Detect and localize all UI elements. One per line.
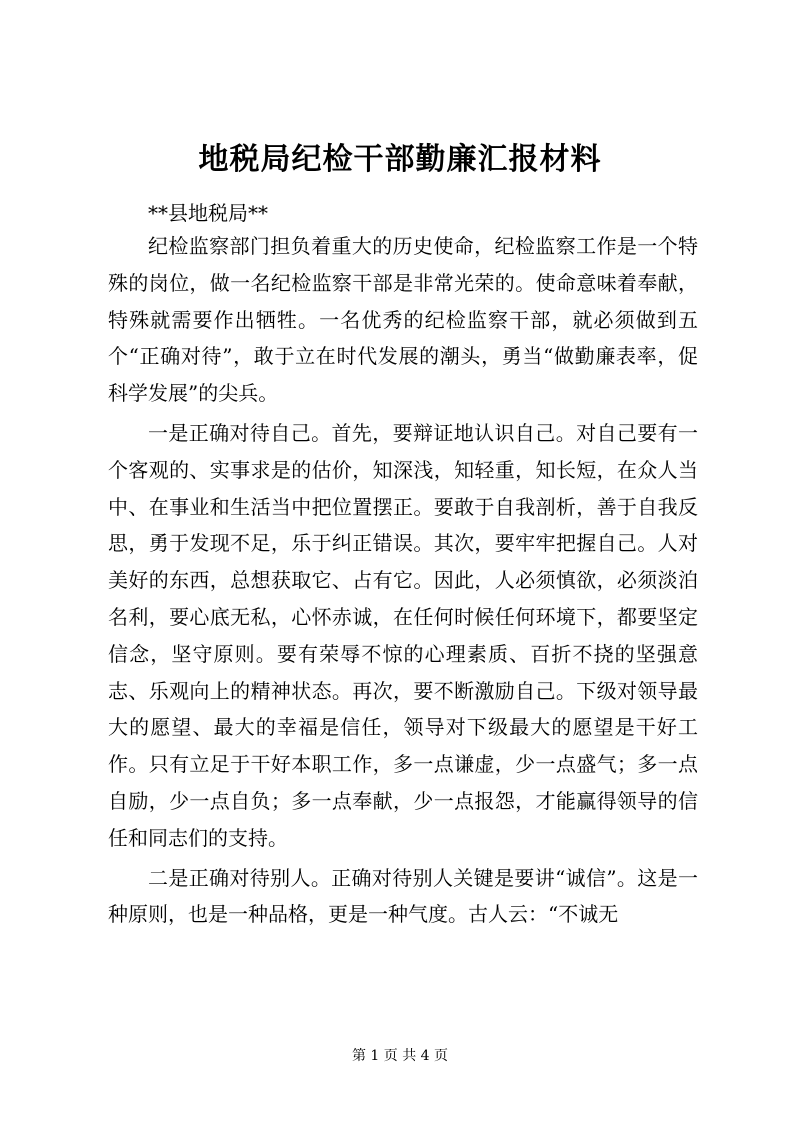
paragraph-2: 一是正确对待自己。首先，要辩证地认识自己。对自己要有一个客观的、实事求是的估价，知深浅，知轻重，知长短，在众人当中、在事业和生活当中把位置摆正。要敢于自我剖析，善于自我反思，勇于发现不足，乐于纠正错误。其次，要牢牢把握自己。人对美好的东西，总想获取它、占有它。因此，人必须慎欲，必须淡泊名利，要心底无私，心怀赤诚，在任何时候任何环境下，都要坚定信念，坚守原则。要有荣辱不惊的心理素质、百折不挠的坚强意志、乐观向上的精神状态。再次，要不断激励自己。下级对领导最大的愿望、最大的幸福是信任，领导对下级最大的愿望是干好工作。只有立足于干好本职工作，多一点谦虚，少一点盛气；多一点自励，少一点自负；多一点奉献，少一点报怨，才能赢得领导的信任和同志们的支持。 [108, 420, 698, 850]
document-title: 地税局纪检干部勤廉汇报材料 [198, 142, 602, 177]
paragraph-3: 二是正确对待别人。正确对待别人关键是要讲“诚信”。这是一种原则，也是一种品格，更是一种气度。古人云：“不诚无 [108, 865, 698, 927]
document-author: **县地税局** [148, 201, 268, 225]
page-footer: 第 1 页 共 4 页 [351, 1048, 449, 1064]
document-body [108, 228, 698, 936]
paragraph-1: 纪检监察部门担负着重大的历史使命，纪检监察工作是一个特殊的岗位，做一名纪检监察干部是非常光荣的。使命意味着奉献，特殊就需要作出牺牲。一名优秀的纪检监察干部，就必须做到五个“正确对待”，敢于立在时代发展的潮头，勇当“做勤廉表率，促科学发展”的尖兵。 [108, 234, 698, 406]
